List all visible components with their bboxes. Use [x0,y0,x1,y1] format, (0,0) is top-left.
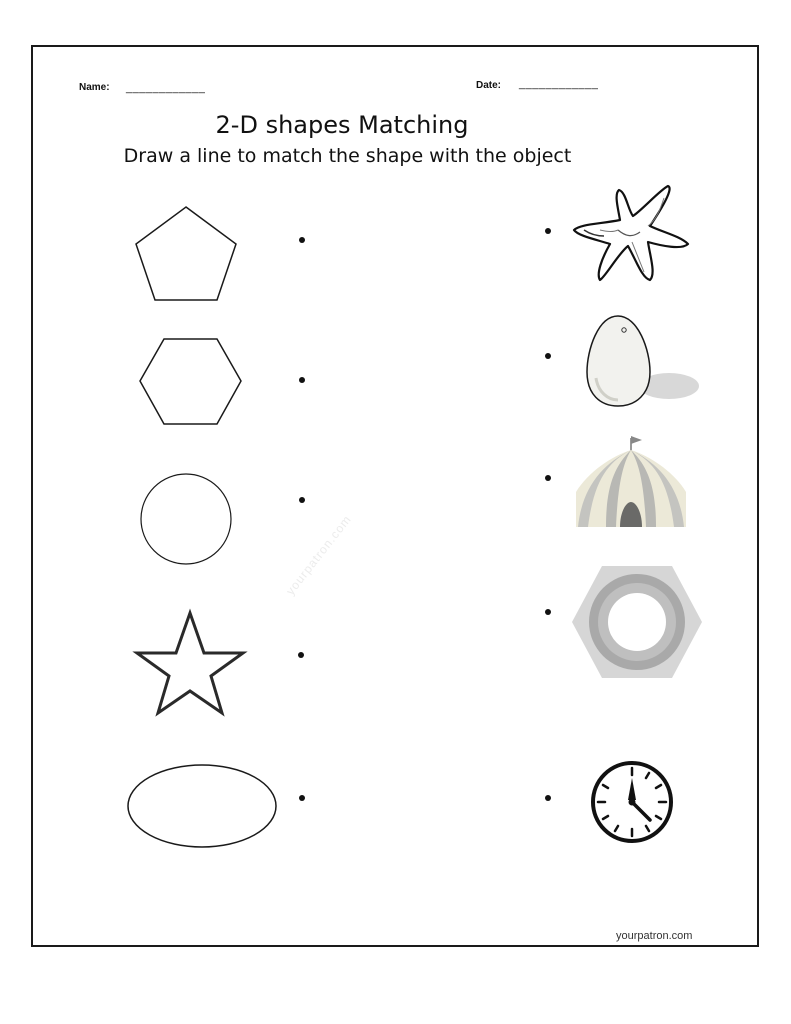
right-dot-3[interactable] [545,475,551,481]
left-dot-2[interactable] [299,377,305,383]
page-title: 2-D shapes Matching [215,111,469,139]
starfish-icon [570,180,694,288]
hex-nut-icon [570,564,704,682]
watermark: yourpatron.com [283,512,355,598]
left-dot-4[interactable] [298,652,304,658]
left-dot-1[interactable] [299,237,305,243]
circus-tent-icon [572,432,690,530]
right-dot-4[interactable] [545,609,551,615]
egg-icon [584,312,702,410]
right-dot-2[interactable] [545,353,551,359]
date-label: Date: [476,80,502,91]
name-label: Name: [79,82,110,93]
hexagon-icon [135,334,247,430]
left-dot-5[interactable] [299,795,305,801]
star-icon [131,607,249,719]
right-dot-5[interactable] [545,795,551,801]
left-dot-3[interactable] [299,497,305,503]
date-field[interactable]: ____________ [519,78,599,90]
instructions: Draw a line to match the shape with the object [123,145,572,167]
circle-icon [136,471,236,569]
right-dot-1[interactable] [545,228,551,234]
pentagon-icon [130,202,242,306]
footer-site: yourpatron.com [616,930,693,942]
clock-icon [588,758,676,846]
name-field[interactable]: ____________ [126,82,206,94]
oval-icon [124,761,280,851]
